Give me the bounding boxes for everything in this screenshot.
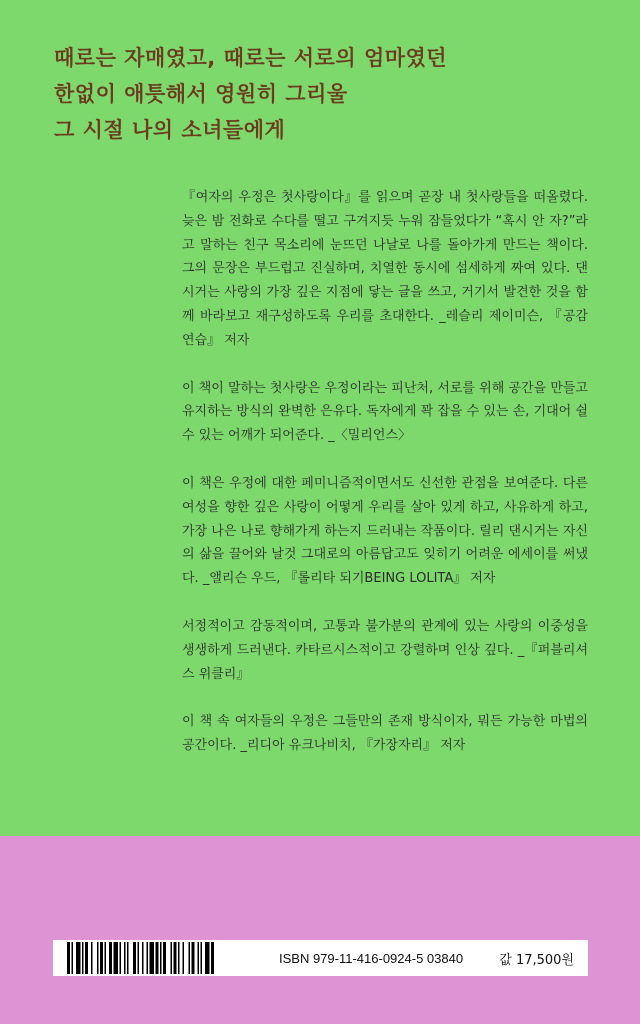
barcode-bar <box>124 942 126 974</box>
review-blurb: 서정적이고 감동적이며, 고통과 불가분의 관계에 있는 사랑의 이중성을 생생하게 드러낸다. 카타르시스적이고 강렬하며 인상 깊다. _『퍼블리셔스 위클리』 <box>182 618 588 682</box>
barcode-bar <box>189 942 191 974</box>
barcode-bar <box>160 942 162 974</box>
review-blurb: 이 책이 말하는 첫사랑은 우정이라는 피난처, 서로를 위해 공간을 만들고 유지하는 방식의 완벽한 은유다. 독자에게 꽉 잡을 수 있는 손, 기대어 쉴 수 있는 어깨가 되어준다. _〈밀리언스〉 <box>182 380 588 444</box>
barcode-bar <box>120 942 122 974</box>
barcode-bar <box>150 942 155 974</box>
barcode-box <box>53 940 588 976</box>
barcode-bar <box>201 942 203 974</box>
barcode-bar <box>205 942 210 974</box>
barcode-bar <box>183 942 185 974</box>
barcode-bar <box>138 942 140 974</box>
barcode-bar <box>156 942 159 974</box>
isbn-text: ISBN 979-11-416-0924-5 03840 <box>279 950 464 966</box>
tagline <box>54 40 447 148</box>
barcode-bar <box>192 942 195 974</box>
barcode-bar <box>133 942 136 974</box>
barcode-bar <box>100 942 103 974</box>
barcode-bar <box>147 942 149 974</box>
barcode-bar <box>105 942 107 974</box>
barcode-bar <box>114 942 119 974</box>
barcode-bar <box>76 942 81 974</box>
barcode-bar <box>171 942 173 974</box>
barcode-icon <box>67 942 267 974</box>
tagline-line: 때로는 자매였고, 때로는 서로의 엄마였던 <box>54 46 448 70</box>
review-blurb: 『여자의 우정은 첫사랑이다』를 읽으며 곧장 내 첫사랑들을 떠올렸다. 늦은 밤 전화로 수다를 떨고 구겨지듯 누워 잠들었다가 “혹시 안 자?”라고 말하는 친구 목소리에 눈뜨던 나날로 나를 돌아가게 만드는 책이다. 그의 문장은 부드럽고 진실하며, 치열한 동시에 섬세하게 짜여 있다. 댄시거는 사랑의 가장 깊은 지점에 닿는 글을 쓰고, 거기서 발견한 것을 함께 바라보고 재구성하도록 우리를 초대한다. _레슬리 제이미슨, 『공감 연습』 저자 <box>182 190 588 348</box>
barcode-bar <box>142 942 144 974</box>
barcode-bar <box>85 942 88 974</box>
tagline-line: 한없이 애틋해서 영원히 그리울 <box>54 82 348 106</box>
tagline-line: 그 시절 나의 소녀들에게 <box>54 118 286 142</box>
barcode-bar <box>174 942 177 974</box>
barcode-bar <box>67 942 70 974</box>
barcode-bar <box>211 942 214 974</box>
barcode-bar <box>198 942 200 974</box>
price-text: 값 17,500원 <box>499 952 574 968</box>
review-blurb: 이 책은 우정에 대한 페미니즘적이면서도 신선한 관점을 보여준다. 다른 여성을 향한 깊은 사랑이 어떻게 우리를 살아 있게 하고, 사유하게 하고, 가장 나은 나로 향해가게 하는지 드러내는 작품이다. 릴리 댄시거는 자신의 삶을 끌어와 날것 그대로의 아름답고도 잊히기 어려운 에세이를 써냈다. _앨리슨 우드, 『롤리타 되기BEING LOLITA』 저자 <box>182 475 588 587</box>
barcode-bar <box>82 942 84 974</box>
barcode-bar <box>72 942 74 974</box>
barcode-bar <box>91 942 93 974</box>
cover-bottom-panel <box>0 836 640 1024</box>
barcode-bar <box>163 942 166 974</box>
barcode-bar <box>109 942 112 974</box>
review-blurbs <box>182 186 588 782</box>
barcode-bar <box>178 942 180 974</box>
barcode-bar <box>97 942 99 974</box>
review-blurb: 이 책 속 여자들의 우정은 그들만의 존재 방식이자, 뭐든 가능한 마법의 공간이다. _리디아 유크나비치, 『가장자리』 저자 <box>182 714 588 754</box>
barcode-bar <box>127 942 129 974</box>
